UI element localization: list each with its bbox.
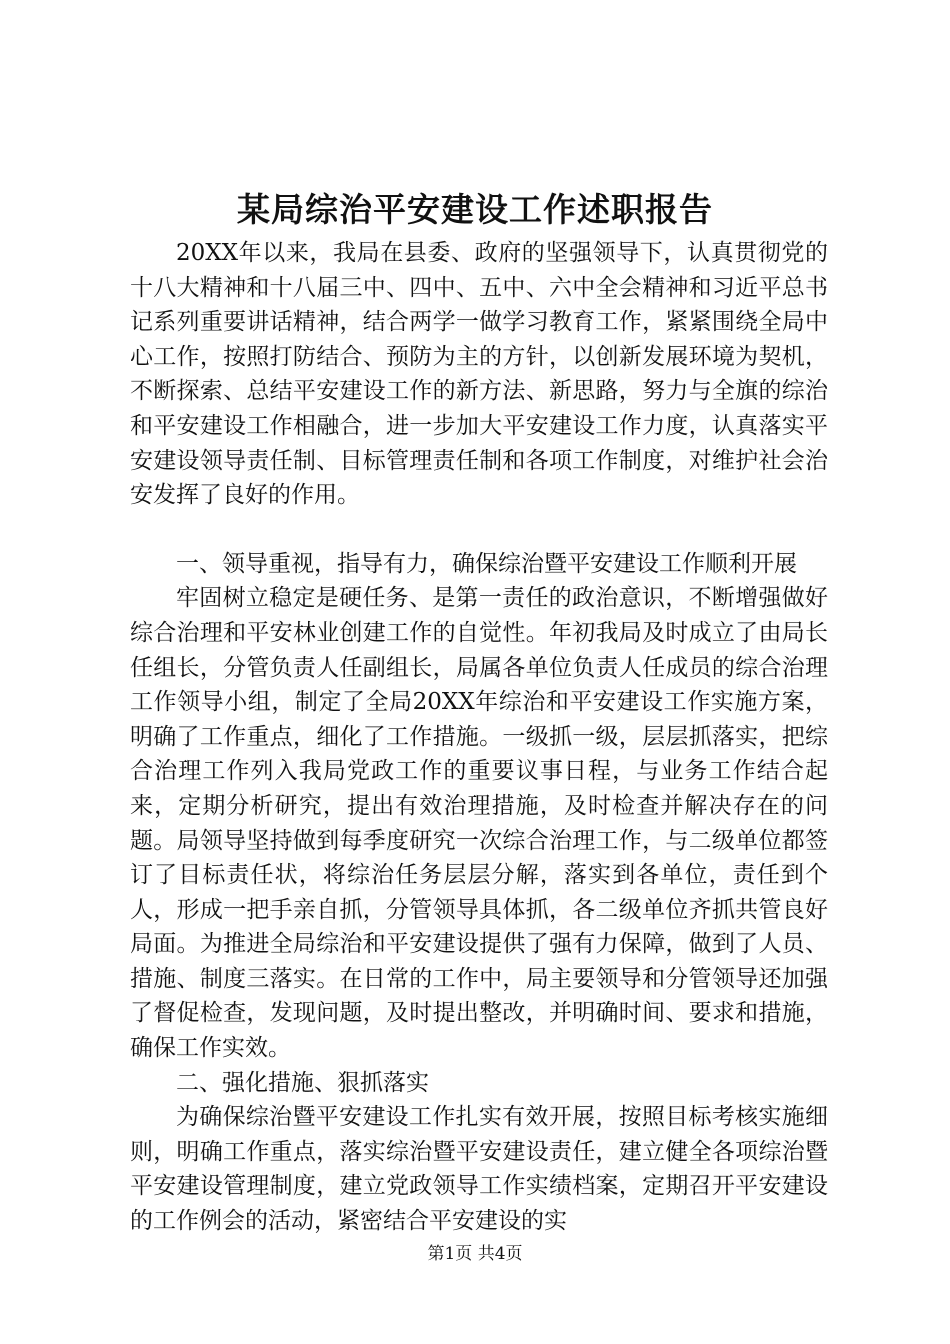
- section-heading-2: 二、强化措施、狠抓落实: [176, 1069, 429, 1096]
- paragraph-section-1: 牢固树立稳定是硬任务、是第一责任的政治意识，不断增强做好综合治理和平安林业创建工作的自觉性。年初我局及时成立了由局长任组长，分管负责人任副组长，局属各单位负责人任成员的综合治理工作领导小组，制定了全局20XX年综治和平安建设工作实施方案，明确了工作重点，细化了工作措施。一级抓一级，层层抓落实，把综合治理工作列入我局党政工作的重要议事日程，与业务工作结合起来，定期分析研究，提出有效治理措施，及时检查并解决存在的问题。局领导坚持做到每季度研究一次综合治理工作，与二级单位都签订了目标责任状，将综治任务层层分解，落实到各单位，责任到个人，形成一把手亲自抓，分管领导具体抓，各二级单位齐抓共管良好局面。为推进全局综治和平安建设提供了强有力保障，做到了人员、措施、制度三落实。在日常的工作中，局主要领导和分管领导还加强了督促检查，发现问题，及时提出整改，并明确时间、要求和措施，确保工作实效。: [130, 585, 828, 1062]
- document-body: [130, 236, 828, 1239]
- paragraph-intro: 20XX年以来，我局在县委、政府的坚强领导下，认真贯彻党的十八大精神和十八届三中、四中、五中、六中全会精神和习近平总书记系列重要讲话精神，结合两学一做学习教育工作，紧紧围绕全局中心工作，按照打防结合、预防为主的方针，以创新发展环境为契机，不断探索、总结平安建设工作的新方法、新思路，努力与全旗的综治和平安建设工作相融合，进一步加大平安建设工作力度，认真落实平安建设领导责任制、目标管理责任制和各项工作制度，对维护社会治安发挥了良好的作用。: [130, 240, 828, 509]
- section-heading-1: 一、领导重视，指导有力，确保综治暨平安建设工作顺利开展: [176, 550, 797, 577]
- document-title: 某局综治平安建设工作述职报告: [237, 190, 713, 229]
- paragraph-section-2: 为确保综治暨平安建设工作扎实有效开展，按照目标考核实施细则，明确工作重点，落实综治暨平安建设责任，建立健全各项综治暨平安建设管理制度，建立党政领导工作实绩档案，定期召开平安建设的工作例会的活动，紧密结合平安建设的实: [130, 1104, 828, 1235]
- page-number: 第1页 共4页: [427, 1244, 523, 1264]
